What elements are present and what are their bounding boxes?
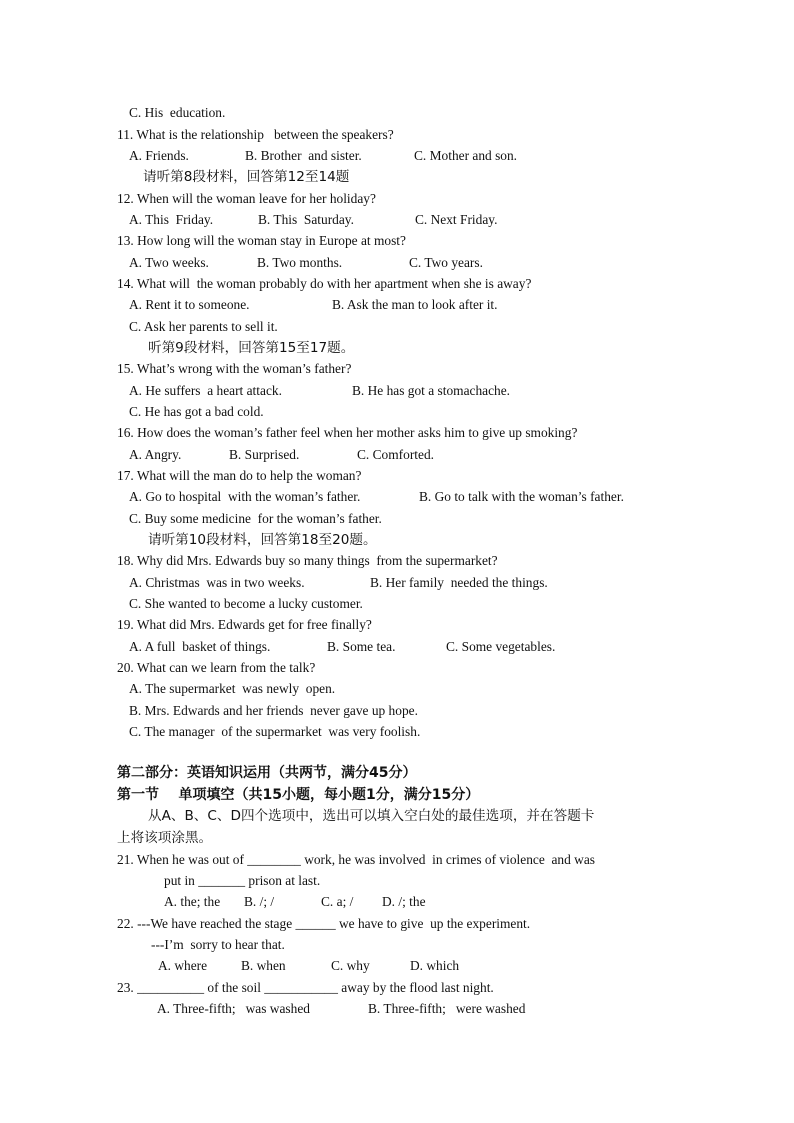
question-line: 22. ---We have reached the stage ______ we have to give up the experiment. xyxy=(117,916,531,931)
option-line: C. Some vegetables. xyxy=(446,639,556,654)
option-line: A. This Friday. xyxy=(129,212,214,227)
option-line: C. a; / xyxy=(321,894,354,909)
question-line: 15. What’s wrong with the woman’s father? xyxy=(117,361,352,376)
section-heading: 第一节 单项填空（共15小题，每小题1分，满分15分） xyxy=(117,787,480,803)
option-line: A. Christmas was in two weeks. xyxy=(129,575,305,590)
option-line: B. Two months. xyxy=(257,255,343,270)
option-line: B. This Saturday. xyxy=(258,212,354,227)
option-line: B. Ask the man to look after it. xyxy=(332,297,498,312)
option-line: B. Mrs. Edwards and her friends never gave up hope. xyxy=(129,703,418,718)
question-continuation: ---I’m sorry to hear that. xyxy=(151,937,285,952)
question-line: 18. Why did Mrs. Edwards buy so many things from the supermarket? xyxy=(117,553,498,568)
option-line: A. A full basket of things. xyxy=(129,639,271,654)
option-line: C. why xyxy=(331,958,370,973)
option-line: C. The manager of the supermarket was very foolish. xyxy=(129,724,421,739)
option-line: C. Next Friday. xyxy=(415,212,498,227)
option-line: A. Three-fifth; was washed xyxy=(157,1001,310,1016)
section-instruction: 请听第8段材料，回答第12至14题 xyxy=(143,169,350,185)
option-line: A. where xyxy=(158,958,208,973)
option-line: B. Go to talk with the woman’s father. xyxy=(419,489,624,504)
option-line: A. Rent it to someone. xyxy=(129,297,250,312)
option-line: A. Friends. xyxy=(129,148,189,163)
section-instruction: 请听第10段材料，回答第18至20题。 xyxy=(148,532,377,548)
option-line: A. the; the xyxy=(164,894,221,909)
option-line: C. Ask her parents to sell it. xyxy=(129,319,278,334)
option-line: A. Go to hospital with the woman’s father. xyxy=(129,489,361,504)
option-line: A. Angry. xyxy=(129,447,182,462)
instruction-text: 从A、B、C、D四个选项中，选出可以填入空白处的最佳选项，并在答题卡 xyxy=(148,808,595,824)
instruction-text: 上将该项涂黑。 xyxy=(117,830,213,846)
option-line: C. His education. xyxy=(129,105,226,120)
question-continuation: put in _______ prison at last. xyxy=(164,873,321,888)
option-line: C. Mother and son. xyxy=(414,148,518,163)
question-line: 17. What will the man do to help the woman? xyxy=(117,468,362,483)
option-line: A. Two weeks. xyxy=(129,255,209,270)
option-line: C. He has got a bad cold. xyxy=(129,404,264,419)
option-line: C. Two years. xyxy=(409,255,483,270)
option-line: D. which xyxy=(410,958,460,973)
option-line: A. He suffers a heart attack. xyxy=(129,383,282,398)
section-instruction: 听第9段材料，回答第15至17题。 xyxy=(148,340,355,356)
question-line: 23. __________ of the soil ___________ away by the flood last night. xyxy=(117,980,494,995)
question-line: 20. What can we learn from the talk? xyxy=(117,660,316,675)
option-line: B. Brother and sister. xyxy=(245,148,362,163)
option-line: C. She wanted to become a lucky customer. xyxy=(129,596,363,611)
question-line: 12. When will the woman leave for her holiday? xyxy=(117,191,376,206)
question-line: 21. When he was out of ________ work, he was involved in crimes of violence and was xyxy=(117,852,595,867)
question-line: 13. How long will the woman stay in Europe at most? xyxy=(117,233,406,248)
option-line: B. Her family needed the things. xyxy=(370,575,548,590)
option-line: B. /; / xyxy=(244,894,275,909)
option-line: B. when xyxy=(241,958,286,973)
option-line: C. Comforted. xyxy=(357,447,434,462)
option-line: B. He has got a stomachache. xyxy=(352,383,511,398)
option-line: C. Buy some medicine for the woman’s father. xyxy=(129,511,382,526)
option-line: D. /; the xyxy=(382,894,426,909)
option-line: B. Three-fifth; were washed xyxy=(368,1001,526,1016)
question-line: 11. What is the relationship between the speakers? xyxy=(117,127,394,142)
question-line: 19. What did Mrs. Edwards get for free finally? xyxy=(117,617,372,632)
question-line: 14. What will the woman probably do with her apartment when she is away? xyxy=(117,276,532,291)
option-line: B. Some tea. xyxy=(327,639,396,654)
question-line: 16. How does the woman’s father feel when her mother asks him to give up smoking? xyxy=(117,425,578,440)
part-heading: 第二部分：英语知识运用（共两节，满分45分） xyxy=(117,765,417,781)
option-line: A. The supermarket was newly open. xyxy=(129,681,336,696)
option-line: B. Surprised. xyxy=(229,447,300,462)
